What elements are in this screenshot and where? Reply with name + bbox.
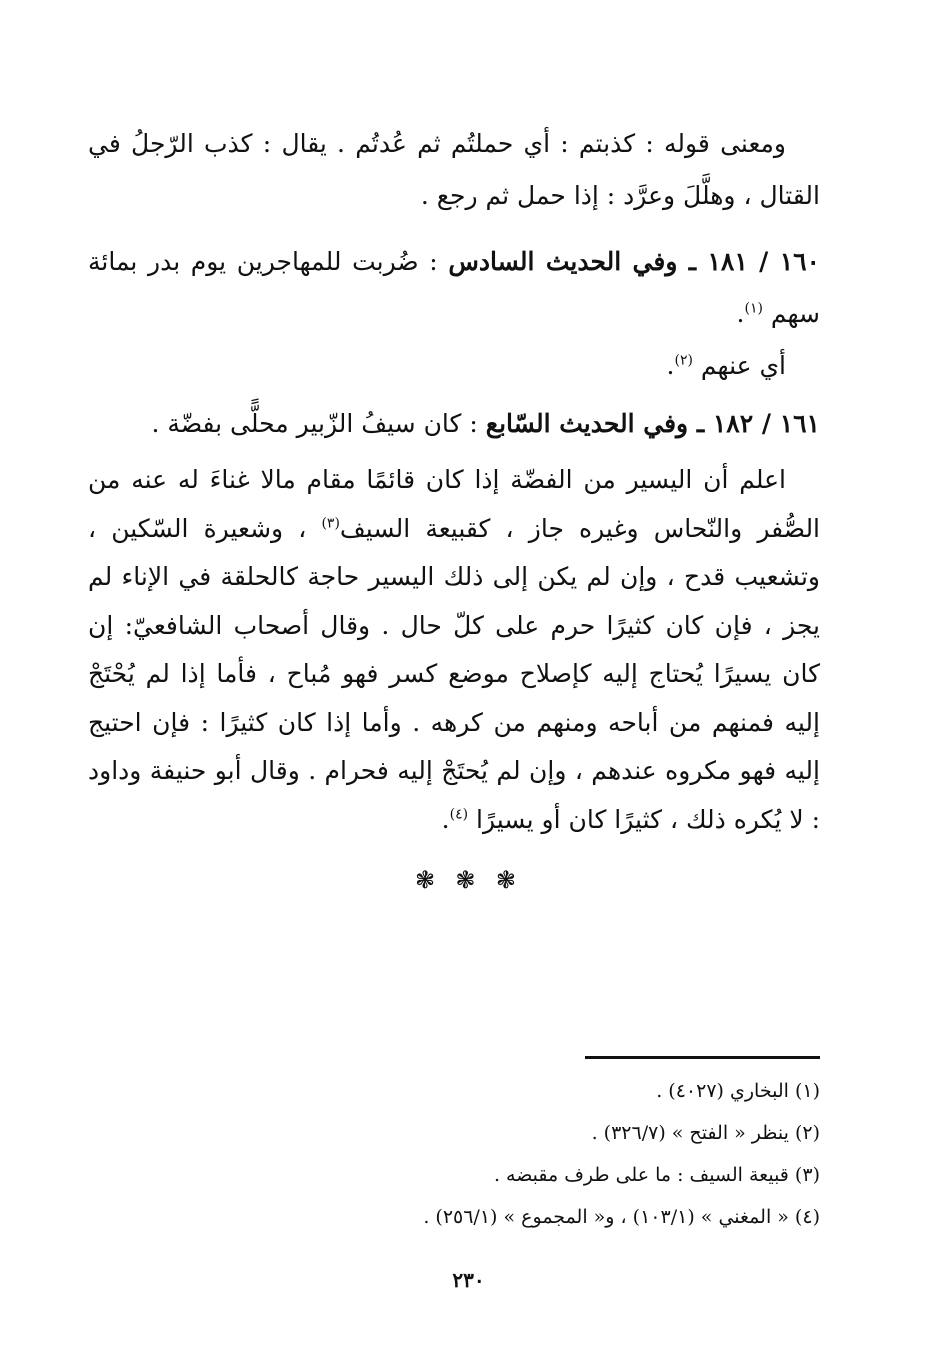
hadith-text: : ضُربت للمهاجرين يوم بدر بمائة سهم: [88, 247, 820, 328]
paragraph-hadith-sixth: [88, 236, 820, 340]
footnote-3: (٣) قبيعة السيف : ما على طرف مقبضه .: [493, 1164, 820, 1186]
period: .: [441, 804, 450, 834]
paragraph-hadith-seventh: [88, 398, 820, 450]
footnote-1: (١) البخاري (٤٠٢٧) .: [656, 1080, 820, 1102]
footnote-divider: [585, 1056, 820, 1059]
period: .: [736, 299, 745, 328]
footnote-ref-2[interactable]: (٢): [674, 352, 693, 369]
hadith-text: : كان سيفُ الزّبير محلًّى بفضّة .: [151, 409, 478, 438]
page-number: ٢٣٠: [452, 1268, 485, 1292]
footnotes: [88, 1070, 820, 1238]
hadith-heading: ١٦٠ / ١٨١ ـ وفي الحديث السادس: [448, 247, 820, 276]
paragraph-commentary: [88, 456, 820, 844]
paragraph-note: [88, 340, 820, 392]
footnote-2: (٢) ينظر « الفتح » (٣٢٦/٧) .: [591, 1122, 820, 1144]
commentary-text-b: ، وشعيرة السّكين ، وتشعيب قدح ، وإن لم يكن إلى ذلك اليسير حاجة كالحلقة في الإناء لم يجز ، فإن كان كثيرًا حرم على كلّ حال . وقال أصحاب الشافعيّ: إن كان يسيرًا يُحتاج إليه كإصلاح موضع كسر فهو مُباح ، فأما إذا لم يُحْتَجْ إليه فمنهم من أباحه ومنهم من كرهه . وأما إذا كان كثيرًا : فإن احتيج إليه فهو مكروه عندهم ، وإن لم يُحتَجْ إليه فحرام . وقال أبو حنيفة وداود : لا يُكره ذلك ، كثيرًا كان أو يسيرًا: [88, 513, 820, 834]
footnote-4: (٤) « المغني » (١٠٣/١) ، و« المجموع » (٢٥٦/١) .: [423, 1206, 820, 1228]
footnote-ref-1[interactable]: (١): [744, 300, 763, 317]
period: .: [666, 351, 675, 380]
paragraph-explanation: ومعنى قوله : كذبتم : أي حملتُم ثم عُدتُم . يقال : كذب الرّجلُ في القتال ، وهلَّلَ وعرَّد : إذا حمل ثم رجع .: [88, 129, 820, 210]
note-text: أي عنهم: [700, 351, 786, 380]
commentary-text-a: اعلم أن اليسير من الفضّة إذا كان قائمًا مقام مالا غناءَ له عنه من الصُّفر والنّحاس وغيره جاز ، كقبيعة السيف: [88, 465, 821, 543]
footnote-ref-3[interactable]: (٣): [321, 515, 340, 532]
section-separator: ❃ ❃ ❃: [414, 866, 523, 894]
footnote-ref-4[interactable]: (٤): [449, 806, 469, 823]
hadith-heading: ١٦١ / ١٨٢ ـ وفي الحديث السّابع: [485, 409, 820, 438]
